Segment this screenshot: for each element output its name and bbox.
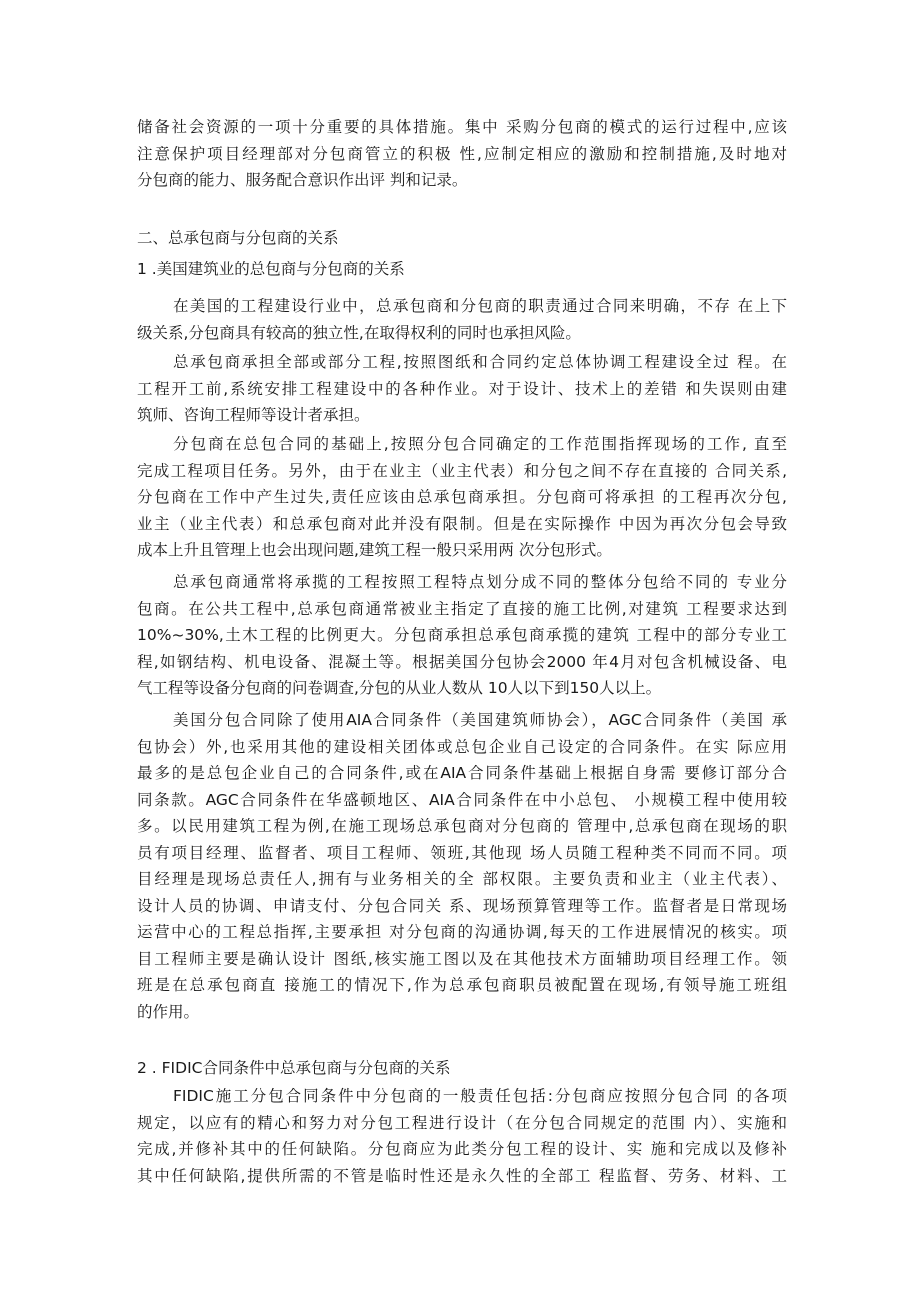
text-line: 分包商在工作中产生过失,责任应该由总承包商承担。分包商可将承担 的工程再次分包, — [137, 488, 787, 506]
text-line: 总承包商通常将承揽的工程按照工程特点划分成不同的整体分包给不同的 专业分 — [173, 573, 787, 591]
intro-paragraph — [137, 114, 787, 194]
text-line: 员有项目经理、监督者、项目工程师、领班,其他现 场人员随工程种类不同而不同。项 — [137, 843, 787, 862]
text-line: 气工程等设备分包商的问卷调查,分包的从业人数从 10人以下到150人以上。 — [137, 679, 662, 697]
text-line: 的作用。 — [137, 1002, 200, 1021]
paragraph-1 — [137, 293, 787, 346]
text-line: 储备社会资源的一项十分重要的具体措施。集中 采购分包商的模式的运行过程中,应该 — [137, 118, 787, 136]
text-line: 筑师、咨询工程师等设计者承担。 — [137, 406, 370, 424]
text-line: 程,如钢结构、机电设备、混凝土等。根据美国分包协会2000 年4月对包含机械设备、电 — [137, 652, 787, 671]
text-line: 注意保护项目经理部对分包商管立的积极 性,应制定相应的激励和控制措施,及时地对 — [137, 144, 787, 163]
text-line: 同条款。AGC合同条件在华盛顿地区、AIA合同条件在中小总包、 小规模工程中使用较 — [137, 790, 787, 809]
text-line: 美国分包合同除了使用AIA合同条件（美国建筑师协会），AGC合同条件（美国 承 — [173, 711, 787, 729]
text-line: 业主（业主代表）和总承包商对此并没有限制。但是在实际操作 中因为再次分包会导致 — [137, 514, 787, 533]
text-line: 班是在总承包商直 接施工的情况下,作为总承包商职员被配置在现场,有领导施工班组 — [137, 976, 787, 994]
text-line: 运营中心的工程总指挥,主要承担 对分包商的沟通协调,每天的工作进展情况的核实。项 — [137, 923, 787, 941]
text-line: 规定，以应有的精心和努力对分包工程进行设计（在分包合同规定的范围 内）、实施和 — [137, 1113, 787, 1132]
text-line: FIDIC施工分包合同条件中分包商的一般责任包括:分包商应按照分包合同 的各项 — [173, 1087, 787, 1105]
text-line: 分包商的能力、服务配合意识作出评 判和记录。 — [137, 171, 468, 189]
subsection-title-2: 2 . FIDIC合同条件中总承包商与分包商的关系 — [137, 1059, 451, 1077]
paragraph-6 — [137, 1083, 787, 1189]
paragraph-3 — [137, 431, 787, 564]
paragraph-5 — [137, 707, 787, 1025]
text-line: 完成工程项目任务。另外，由于在业主（业主代表）和分包之间不存在直接的 合同关系, — [137, 461, 787, 480]
section-title: 二、总承包商与分包商的关系 — [137, 229, 339, 247]
text-line: 成本上升且管理上也会出现问题,建筑工程一般只采用两 次分包形式。 — [137, 541, 612, 559]
text-line: 最多的是总包企业自己的合同条件,或在AIA合同条件基础上根据自身需 要修订部分合 — [137, 764, 787, 782]
text-line: 多。以民用建筑工程为例,在施工现场总承包商对分包商的 管理中,总承包商在现场的职 — [137, 817, 787, 835]
text-line: 设计人员的协调、申请支付、分包合同关 系、现场预算管理等工作。监督者是日常现场 — [137, 896, 787, 915]
text-line: 总承包商承担全部或部分工程,按照图纸和合同约定总体协调工程建设全过 程。在 — [173, 353, 787, 371]
text-line: 其中任何缺陷,提供所需的不管是临时性还是永久性的全部工 程监督、劳务、材料、工 — [137, 1166, 787, 1185]
text-line: 目工程师主要是确认设计 图纸,核实施工图以及在其他技术方面辅助项目经理工作。领 — [137, 949, 787, 968]
text-line: 10%~30%,土木工程的比例更大。分包商承担总承包商承揽的建筑 工程中的部分专业工 — [137, 626, 787, 644]
text-line: 包协会）外,也采用其他的建设相关团体或总包企业自己设定的合同条件。在实 际应用 — [137, 737, 787, 756]
paragraph-4 — [137, 569, 787, 702]
text-line: 在美国的工程建设行业中，总承包商和分包商的职责通过合同来明确，不存 在上下 — [173, 297, 787, 315]
paragraph-2 — [137, 349, 787, 429]
text-line: 包商。在公共工程中,总承包商通常被业主指定了直接的施工比例,对建筑 工程要求达到 — [137, 599, 787, 618]
text-line: 目经理是现场总责任人,拥有与业务相关的全 部权限。主要负责和业主（业主代表）、 — [137, 870, 787, 888]
text-line: 完成,并修补其中的任何缺陷。分包商应为此类分包工程的设计、实 施和完成以及修补 — [137, 1140, 787, 1158]
subsection-title-1: 1 .美国建筑业的总包商与分包商的关系 — [137, 260, 405, 278]
text-line: 级关系,分包商具有较高的独立性,在取得权利的同时也承担风险。 — [137, 323, 581, 342]
text-line: 分包商在总包合同的基础上,按照分包合同确定的工作范围指挥现场的工作, 直至 — [173, 435, 787, 453]
text-line: 工程开工前,系统安排工程建设中的各种作业。对于设计、技术上的差错 和失误则由建 — [137, 379, 787, 398]
